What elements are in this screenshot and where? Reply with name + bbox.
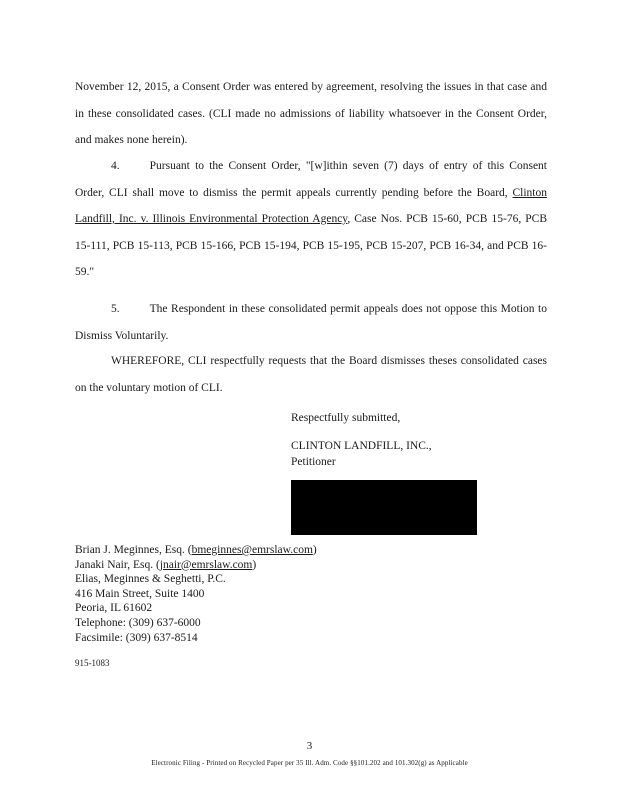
firm-facsimile: Facsimile: (309) 637-8514: [75, 631, 198, 644]
attorney-line-2: [75, 558, 317, 573]
page-number: 3: [306, 740, 313, 752]
attorney-2-close-paren: ): [252, 558, 257, 571]
paragraph-4-text-a: Pursuant to the Consent Order, "[w]ithin seven (7) days of entry of this Consent Order, CLI shall move to dismiss the permit appeals currently pending before the Board,: [75, 160, 547, 199]
paragraph-continuation-text: November 12, 2015, a Consent Order was entered by agreement, resolving the issues in that case and in these consolidated cases. (CLI made no admissions of liability whatsoever in the Consent Order, and makes none herein).: [75, 81, 547, 146]
firm-name: Elias, Meginnes & Seghetti, P.C.: [75, 573, 226, 586]
paragraph-4-number: 4.: [111, 160, 120, 172]
wherefore-clause: [75, 348, 547, 401]
attorney-1-close-paren: ): [312, 544, 317, 556]
attorney-line-1: [75, 543, 317, 558]
file-reference: 915-1083: [75, 658, 110, 668]
attorney-block: [75, 543, 317, 645]
firm-street: 416 Main Street, Suite 1400: [75, 587, 205, 600]
redacted-signature: [291, 480, 477, 535]
signature-role: Petitioner: [291, 456, 336, 468]
paragraph-5-text: The Respondent in these consolidated permit appeals does not oppose this Motion to Dismiss Voluntarily.: [75, 303, 547, 342]
attorney-1-name: Brian J. Meginnes, Esq. (: [75, 544, 192, 556]
attorney-1-email-link[interactable]: bmeginnes@emrslaw.com: [191, 544, 313, 556]
filing-footer: Electronic Filing - Printed on Recycled Paper per 35 Ill. Adm. Code §§101.202 and 101.302(g) as Applicable: [151, 759, 468, 767]
paragraph-continuation: [75, 74, 547, 154]
paragraph-5: [75, 296, 547, 349]
wherefore-text: WHEREFORE, CLI respectfully requests that the Board dismisses theses consolidated cases on the voluntary motion of CLI.: [75, 355, 547, 394]
firm-telephone: Telephone: (309) 637-6000: [75, 616, 201, 629]
paragraph-4-text-b: , Case Nos. PCB 15-60, PCB 15-76, PCB 15-111, PCB 15-113, PCB 15-166, PCB 15-194, PCB 15-195, PCB 15-207, PCB 16-34, and PCB 16-59.": [75, 213, 547, 278]
firm-city: Peoria, IL 61602: [75, 602, 153, 615]
paragraph-4: [75, 153, 547, 286]
attorney-2-email-link[interactable]: jnair@emrslaw.com: [159, 558, 253, 571]
signature-closing: Respectfully submitted,: [291, 412, 401, 424]
signature-party: CLINTON LANDFILL, INC.,: [291, 440, 432, 452]
attorney-2-name: Janaki Nair, Esq. (: [75, 558, 160, 571]
paragraph-5-number: 5.: [111, 303, 120, 315]
case-caption: Clinton Landfill, Inc. v. Illinois Environmental Protection Agency: [75, 186, 547, 225]
